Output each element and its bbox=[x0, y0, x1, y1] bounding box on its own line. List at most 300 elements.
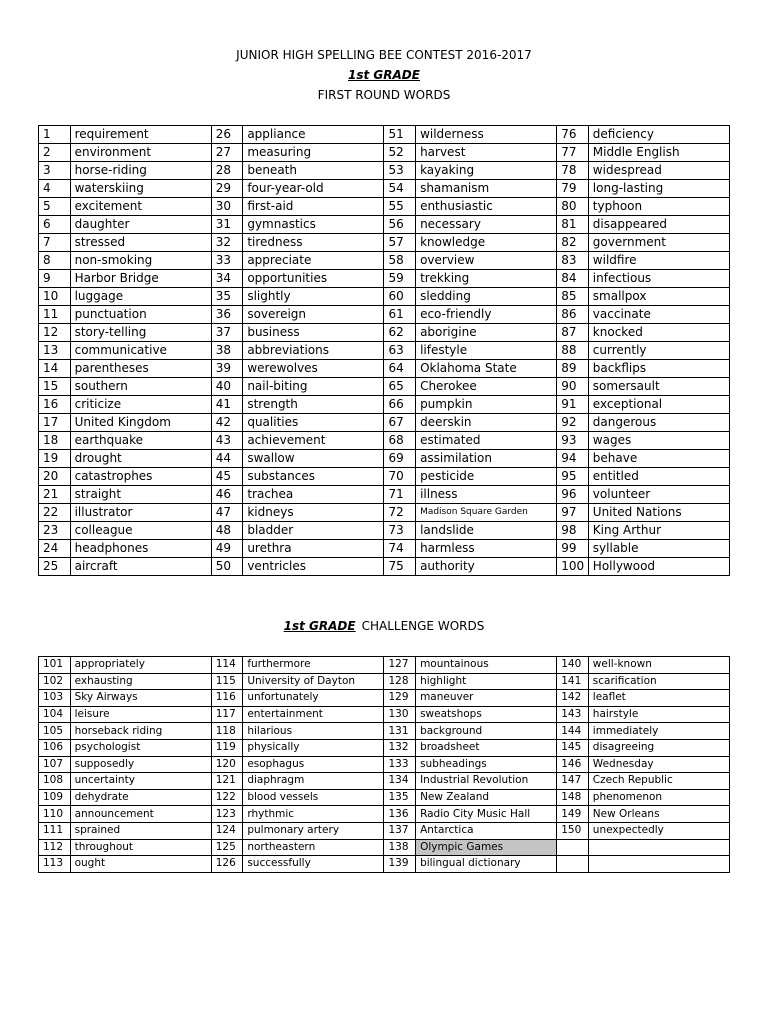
word-number: 65 bbox=[384, 378, 416, 396]
word-number: 101 bbox=[39, 657, 71, 674]
word-number: 34 bbox=[211, 270, 243, 288]
spelling-word: sledding bbox=[416, 288, 557, 306]
word-number: 78 bbox=[557, 162, 589, 180]
spelling-word: New Orleans bbox=[588, 806, 729, 823]
spelling-word: communicative bbox=[70, 342, 211, 360]
word-number: 93 bbox=[557, 432, 589, 450]
word-number: 56 bbox=[384, 216, 416, 234]
spelling-word: maneuver bbox=[416, 690, 557, 707]
word-number: 79 bbox=[557, 180, 589, 198]
spelling-word: syllable bbox=[588, 540, 729, 558]
word-number: 108 bbox=[39, 773, 71, 790]
word-number: 9 bbox=[39, 270, 71, 288]
spelling-word: kidneys bbox=[243, 504, 384, 522]
word-number: 45 bbox=[211, 468, 243, 486]
spelling-word: slightly bbox=[243, 288, 384, 306]
spelling-word: appliance bbox=[243, 126, 384, 144]
spelling-word: trekking bbox=[416, 270, 557, 288]
word-number: 66 bbox=[384, 396, 416, 414]
spelling-word: furthermore bbox=[243, 657, 384, 674]
word-number: 143 bbox=[557, 706, 589, 723]
round-heading: FIRST ROUND WORDS bbox=[317, 88, 451, 102]
word-number: 141 bbox=[557, 673, 589, 690]
word-number: 144 bbox=[557, 723, 589, 740]
challenge-row bbox=[39, 723, 730, 740]
word-number: 87 bbox=[557, 324, 589, 342]
first-round-table bbox=[38, 125, 730, 576]
spelling-word: authority bbox=[416, 558, 557, 576]
spelling-word: leisure bbox=[70, 706, 211, 723]
spelling-word: estimated bbox=[416, 432, 557, 450]
first-round-row bbox=[39, 180, 730, 198]
word-number: 10 bbox=[39, 288, 71, 306]
word-number: 77 bbox=[557, 144, 589, 162]
word-number: 86 bbox=[557, 306, 589, 324]
word-number: 70 bbox=[384, 468, 416, 486]
spelling-word: shamanism bbox=[416, 180, 557, 198]
spelling-word: abbreviations bbox=[243, 342, 384, 360]
challenge-label: CHALLENGE WORDS bbox=[361, 619, 485, 633]
challenge-row bbox=[39, 773, 730, 790]
spelling-word: somersault bbox=[588, 378, 729, 396]
word-number: 81 bbox=[557, 216, 589, 234]
spelling-word: colleague bbox=[70, 522, 211, 540]
challenge-row bbox=[39, 756, 730, 773]
challenge-row bbox=[39, 673, 730, 690]
spelling-word: trachea bbox=[243, 486, 384, 504]
word-number: 69 bbox=[384, 450, 416, 468]
spelling-word: entertainment bbox=[243, 706, 384, 723]
word-number: 139 bbox=[384, 856, 416, 873]
word-number: 54 bbox=[384, 180, 416, 198]
word-number: 36 bbox=[211, 306, 243, 324]
spelling-word: eco-friendly bbox=[416, 306, 557, 324]
word-number: 40 bbox=[211, 378, 243, 396]
spelling-word: Cherokee bbox=[416, 378, 557, 396]
word-number: 89 bbox=[557, 360, 589, 378]
word-number: 124 bbox=[211, 822, 243, 839]
challenge-grade: 1st GRADE bbox=[283, 619, 356, 633]
word-number: 85 bbox=[557, 288, 589, 306]
spelling-word bbox=[588, 856, 729, 873]
spelling-word: ought bbox=[70, 856, 211, 873]
word-number: 19 bbox=[39, 450, 71, 468]
word-number: 96 bbox=[557, 486, 589, 504]
spelling-word: successfully bbox=[243, 856, 384, 873]
spelling-word: non-smoking bbox=[70, 252, 211, 270]
word-number: 41 bbox=[211, 396, 243, 414]
first-round-row bbox=[39, 270, 730, 288]
first-round-row bbox=[39, 198, 730, 216]
spelling-word: swallow bbox=[243, 450, 384, 468]
spelling-word: straight bbox=[70, 486, 211, 504]
spelling-word: announcement bbox=[70, 806, 211, 823]
spelling-word: infectious bbox=[588, 270, 729, 288]
first-round-row bbox=[39, 306, 730, 324]
spelling-word: vaccinate bbox=[588, 306, 729, 324]
spelling-word: dehydrate bbox=[70, 789, 211, 806]
word-number: 5 bbox=[39, 198, 71, 216]
spelling-word: necessary bbox=[416, 216, 557, 234]
first-round-row bbox=[39, 504, 730, 522]
spelling-word: exhausting bbox=[70, 673, 211, 690]
spelling-word: background bbox=[416, 723, 557, 740]
word-number: 8 bbox=[39, 252, 71, 270]
spelling-word: overview bbox=[416, 252, 557, 270]
spelling-word: highlight bbox=[416, 673, 557, 690]
challenge-row bbox=[39, 806, 730, 823]
first-round-row bbox=[39, 288, 730, 306]
spelling-word: beneath bbox=[243, 162, 384, 180]
first-round-row bbox=[39, 234, 730, 252]
word-number: 142 bbox=[557, 690, 589, 707]
first-round-row bbox=[39, 468, 730, 486]
word-number: 52 bbox=[384, 144, 416, 162]
spelling-word: parentheses bbox=[70, 360, 211, 378]
word-number: 82 bbox=[557, 234, 589, 252]
word-number: 14 bbox=[39, 360, 71, 378]
word-number: 106 bbox=[39, 739, 71, 756]
word-number: 28 bbox=[211, 162, 243, 180]
spelling-word: achievement bbox=[243, 432, 384, 450]
word-number: 74 bbox=[384, 540, 416, 558]
spelling-word: Oklahoma State bbox=[416, 360, 557, 378]
word-number: 148 bbox=[557, 789, 589, 806]
word-number: 132 bbox=[384, 739, 416, 756]
document-title: JUNIOR HIGH SPELLING BEE CONTEST 2016-2017 bbox=[236, 48, 532, 62]
first-round-row bbox=[39, 396, 730, 414]
word-number: 6 bbox=[39, 216, 71, 234]
spelling-word: illness bbox=[416, 486, 557, 504]
spelling-word: long-lasting bbox=[588, 180, 729, 198]
word-number: 16 bbox=[39, 396, 71, 414]
word-number: 84 bbox=[557, 270, 589, 288]
word-number: 104 bbox=[39, 706, 71, 723]
spelling-word: hilarious bbox=[243, 723, 384, 740]
word-number: 46 bbox=[211, 486, 243, 504]
word-number: 63 bbox=[384, 342, 416, 360]
word-number: 125 bbox=[211, 839, 243, 856]
spelling-word: Sky Airways bbox=[70, 690, 211, 707]
word-number: 13 bbox=[39, 342, 71, 360]
spelling-word: Czech Republic bbox=[588, 773, 729, 790]
word-number: 127 bbox=[384, 657, 416, 674]
first-round-row bbox=[39, 324, 730, 342]
spelling-word: currently bbox=[588, 342, 729, 360]
spelling-word: appropriately bbox=[70, 657, 211, 674]
word-number: 3 bbox=[39, 162, 71, 180]
word-number: 110 bbox=[39, 806, 71, 823]
spelling-word: ventricles bbox=[243, 558, 384, 576]
spelling-word: University of Dayton bbox=[243, 673, 384, 690]
spelling-word: diaphragm bbox=[243, 773, 384, 790]
spelling-word: scarification bbox=[588, 673, 729, 690]
word-number: 22 bbox=[39, 504, 71, 522]
spelling-word: knocked bbox=[588, 324, 729, 342]
word-number: 126 bbox=[211, 856, 243, 873]
word-number: 58 bbox=[384, 252, 416, 270]
spelling-word: harvest bbox=[416, 144, 557, 162]
word-number: 7 bbox=[39, 234, 71, 252]
spelling-word: business bbox=[243, 324, 384, 342]
spelling-word: stressed bbox=[70, 234, 211, 252]
word-number: 27 bbox=[211, 144, 243, 162]
word-number: 37 bbox=[211, 324, 243, 342]
word-number: 47 bbox=[211, 504, 243, 522]
spelling-word: Wednesday bbox=[588, 756, 729, 773]
spelling-word: bilingual dictionary bbox=[416, 856, 557, 873]
word-number: 131 bbox=[384, 723, 416, 740]
spelling-word: aborigine bbox=[416, 324, 557, 342]
word-number: 130 bbox=[384, 706, 416, 723]
spelling-word: werewolves bbox=[243, 360, 384, 378]
spelling-word: psychologist bbox=[70, 739, 211, 756]
spelling-word: volunteer bbox=[588, 486, 729, 504]
first-round-row bbox=[39, 450, 730, 468]
first-round-row bbox=[39, 216, 730, 234]
spelling-word: sweatshops bbox=[416, 706, 557, 723]
word-number: 32 bbox=[211, 234, 243, 252]
word-number: 83 bbox=[557, 252, 589, 270]
challenge-row bbox=[39, 789, 730, 806]
spelling-word: dangerous bbox=[588, 414, 729, 432]
word-number: 134 bbox=[384, 773, 416, 790]
first-round-row bbox=[39, 126, 730, 144]
spelling-word: esophagus bbox=[243, 756, 384, 773]
spelling-word: pumpkin bbox=[416, 396, 557, 414]
word-number: 145 bbox=[557, 739, 589, 756]
word-number: 75 bbox=[384, 558, 416, 576]
spelling-word: sovereign bbox=[243, 306, 384, 324]
word-number: 119 bbox=[211, 739, 243, 756]
spelling-word: Industrial Revolution bbox=[416, 773, 557, 790]
word-number: 94 bbox=[557, 450, 589, 468]
spelling-word: first-aid bbox=[243, 198, 384, 216]
word-number: 118 bbox=[211, 723, 243, 740]
word-number: 12 bbox=[39, 324, 71, 342]
spelling-word: northeastern bbox=[243, 839, 384, 856]
word-number: 136 bbox=[384, 806, 416, 823]
spelling-word: bladder bbox=[243, 522, 384, 540]
spelling-word: earthquake bbox=[70, 432, 211, 450]
spelling-word: Madison Square Garden bbox=[416, 504, 557, 522]
word-number: 73 bbox=[384, 522, 416, 540]
word-number: 11 bbox=[39, 306, 71, 324]
word-number: 72 bbox=[384, 504, 416, 522]
spelling-word: Harbor Bridge bbox=[70, 270, 211, 288]
word-number: 38 bbox=[211, 342, 243, 360]
word-number: 21 bbox=[39, 486, 71, 504]
word-number: 61 bbox=[384, 306, 416, 324]
word-number: 2 bbox=[39, 144, 71, 162]
word-number: 76 bbox=[557, 126, 589, 144]
spelling-word: criticize bbox=[70, 396, 211, 414]
word-number: 102 bbox=[39, 673, 71, 690]
spelling-word: widespread bbox=[588, 162, 729, 180]
word-number: 1 bbox=[39, 126, 71, 144]
spelling-word: assimilation bbox=[416, 450, 557, 468]
first-round-row bbox=[39, 342, 730, 360]
spelling-word: typhoon bbox=[588, 198, 729, 216]
spelling-word: tiredness bbox=[243, 234, 384, 252]
word-number bbox=[557, 839, 589, 856]
first-round-row bbox=[39, 540, 730, 558]
spelling-word: wilderness bbox=[416, 126, 557, 144]
word-number: 103 bbox=[39, 690, 71, 707]
word-number: 62 bbox=[384, 324, 416, 342]
first-round-row bbox=[39, 522, 730, 540]
word-number: 100 bbox=[557, 558, 589, 576]
spelling-word: United Kingdom bbox=[70, 414, 211, 432]
word-number: 4 bbox=[39, 180, 71, 198]
word-number: 122 bbox=[211, 789, 243, 806]
spelling-word: King Arthur bbox=[588, 522, 729, 540]
spelling-word: Middle English bbox=[588, 144, 729, 162]
word-number: 20 bbox=[39, 468, 71, 486]
spelling-word: knowledge bbox=[416, 234, 557, 252]
spelling-word: illustrator bbox=[70, 504, 211, 522]
word-number: 138 bbox=[384, 839, 416, 856]
spelling-word: United Nations bbox=[588, 504, 729, 522]
spelling-word: story-telling bbox=[70, 324, 211, 342]
word-number: 59 bbox=[384, 270, 416, 288]
word-number: 68 bbox=[384, 432, 416, 450]
spelling-word: deficiency bbox=[588, 126, 729, 144]
spelling-word: daughter bbox=[70, 216, 211, 234]
spelling-word: landslide bbox=[416, 522, 557, 540]
spelling-word: horseback riding bbox=[70, 723, 211, 740]
spelling-word: subheadings bbox=[416, 756, 557, 773]
word-number: 150 bbox=[557, 822, 589, 839]
spelling-word: environment bbox=[70, 144, 211, 162]
spelling-word: urethra bbox=[243, 540, 384, 558]
spelling-word: backflips bbox=[588, 360, 729, 378]
word-number: 44 bbox=[211, 450, 243, 468]
spelling-word: southern bbox=[70, 378, 211, 396]
spelling-word: disappeared bbox=[588, 216, 729, 234]
word-number: 23 bbox=[39, 522, 71, 540]
challenge-row bbox=[39, 856, 730, 873]
spelling-word: leaflet bbox=[588, 690, 729, 707]
spelling-word: harmless bbox=[416, 540, 557, 558]
spelling-word: gymnastics bbox=[243, 216, 384, 234]
first-round-row bbox=[39, 360, 730, 378]
word-number: 129 bbox=[384, 690, 416, 707]
word-number bbox=[557, 856, 589, 873]
word-number: 30 bbox=[211, 198, 243, 216]
word-number: 92 bbox=[557, 414, 589, 432]
spelling-word: four-year-old bbox=[243, 180, 384, 198]
challenge-row bbox=[39, 822, 730, 839]
spelling-word: New Zealand bbox=[416, 789, 557, 806]
spelling-word: well-known bbox=[588, 657, 729, 674]
challenge-row bbox=[39, 690, 730, 707]
spelling-word: Radio City Music Hall bbox=[416, 806, 557, 823]
spelling-word: aircraft bbox=[70, 558, 211, 576]
spelling-word: measuring bbox=[243, 144, 384, 162]
word-number: 121 bbox=[211, 773, 243, 790]
word-number: 133 bbox=[384, 756, 416, 773]
spelling-word: blood vessels bbox=[243, 789, 384, 806]
spelling-word: broadsheet bbox=[416, 739, 557, 756]
word-number: 60 bbox=[384, 288, 416, 306]
spelling-word: phenomenon bbox=[588, 789, 729, 806]
word-number: 67 bbox=[384, 414, 416, 432]
spelling-word: punctuation bbox=[70, 306, 211, 324]
spelling-word: uncertainty bbox=[70, 773, 211, 790]
spelling-word: pesticide bbox=[416, 468, 557, 486]
word-number: 112 bbox=[39, 839, 71, 856]
spelling-word: mountainous bbox=[416, 657, 557, 674]
word-number: 35 bbox=[211, 288, 243, 306]
spelling-word: qualities bbox=[243, 414, 384, 432]
word-number: 137 bbox=[384, 822, 416, 839]
spelling-word: Hollywood bbox=[588, 558, 729, 576]
spelling-word: disagreeing bbox=[588, 739, 729, 756]
spelling-word: smallpox bbox=[588, 288, 729, 306]
challenge-row bbox=[39, 739, 730, 756]
word-number: 128 bbox=[384, 673, 416, 690]
spelling-word: wildfire bbox=[588, 252, 729, 270]
word-number: 115 bbox=[211, 673, 243, 690]
spelling-word: horse-riding bbox=[70, 162, 211, 180]
challenge-heading bbox=[0, 619, 768, 633]
first-round-row bbox=[39, 252, 730, 270]
word-number: 50 bbox=[211, 558, 243, 576]
spelling-word: deerskin bbox=[416, 414, 557, 432]
word-number: 98 bbox=[557, 522, 589, 540]
spelling-word: behave bbox=[588, 450, 729, 468]
challenge-row bbox=[39, 706, 730, 723]
word-number: 109 bbox=[39, 789, 71, 806]
spelling-word: lifestyle bbox=[416, 342, 557, 360]
word-number: 26 bbox=[211, 126, 243, 144]
spelling-word: hairstyle bbox=[588, 706, 729, 723]
spelling-word: requirement bbox=[70, 126, 211, 144]
spelling-word: enthusiastic bbox=[416, 198, 557, 216]
first-round-row bbox=[39, 162, 730, 180]
spelling-word: physically bbox=[243, 739, 384, 756]
first-round-row bbox=[39, 378, 730, 396]
word-number: 51 bbox=[384, 126, 416, 144]
word-number: 15 bbox=[39, 378, 71, 396]
word-number: 49 bbox=[211, 540, 243, 558]
word-number: 18 bbox=[39, 432, 71, 450]
word-number: 147 bbox=[557, 773, 589, 790]
word-number: 113 bbox=[39, 856, 71, 873]
spelling-word: rhythmic bbox=[243, 806, 384, 823]
word-number: 95 bbox=[557, 468, 589, 486]
word-number: 43 bbox=[211, 432, 243, 450]
spelling-word: opportunities bbox=[243, 270, 384, 288]
word-number: 64 bbox=[384, 360, 416, 378]
word-number: 53 bbox=[384, 162, 416, 180]
word-number: 48 bbox=[211, 522, 243, 540]
spelling-word: catastrophes bbox=[70, 468, 211, 486]
spelling-word: unfortunately bbox=[243, 690, 384, 707]
challenge-row bbox=[39, 657, 730, 674]
word-number: 140 bbox=[557, 657, 589, 674]
word-number: 120 bbox=[211, 756, 243, 773]
spelling-word: luggage bbox=[70, 288, 211, 306]
spelling-word bbox=[588, 839, 729, 856]
spelling-word: waterskiing bbox=[70, 180, 211, 198]
spelling-word: Olympic Games bbox=[416, 839, 557, 856]
word-number: 146 bbox=[557, 756, 589, 773]
first-round-row bbox=[39, 486, 730, 504]
word-number: 33 bbox=[211, 252, 243, 270]
word-number: 39 bbox=[211, 360, 243, 378]
